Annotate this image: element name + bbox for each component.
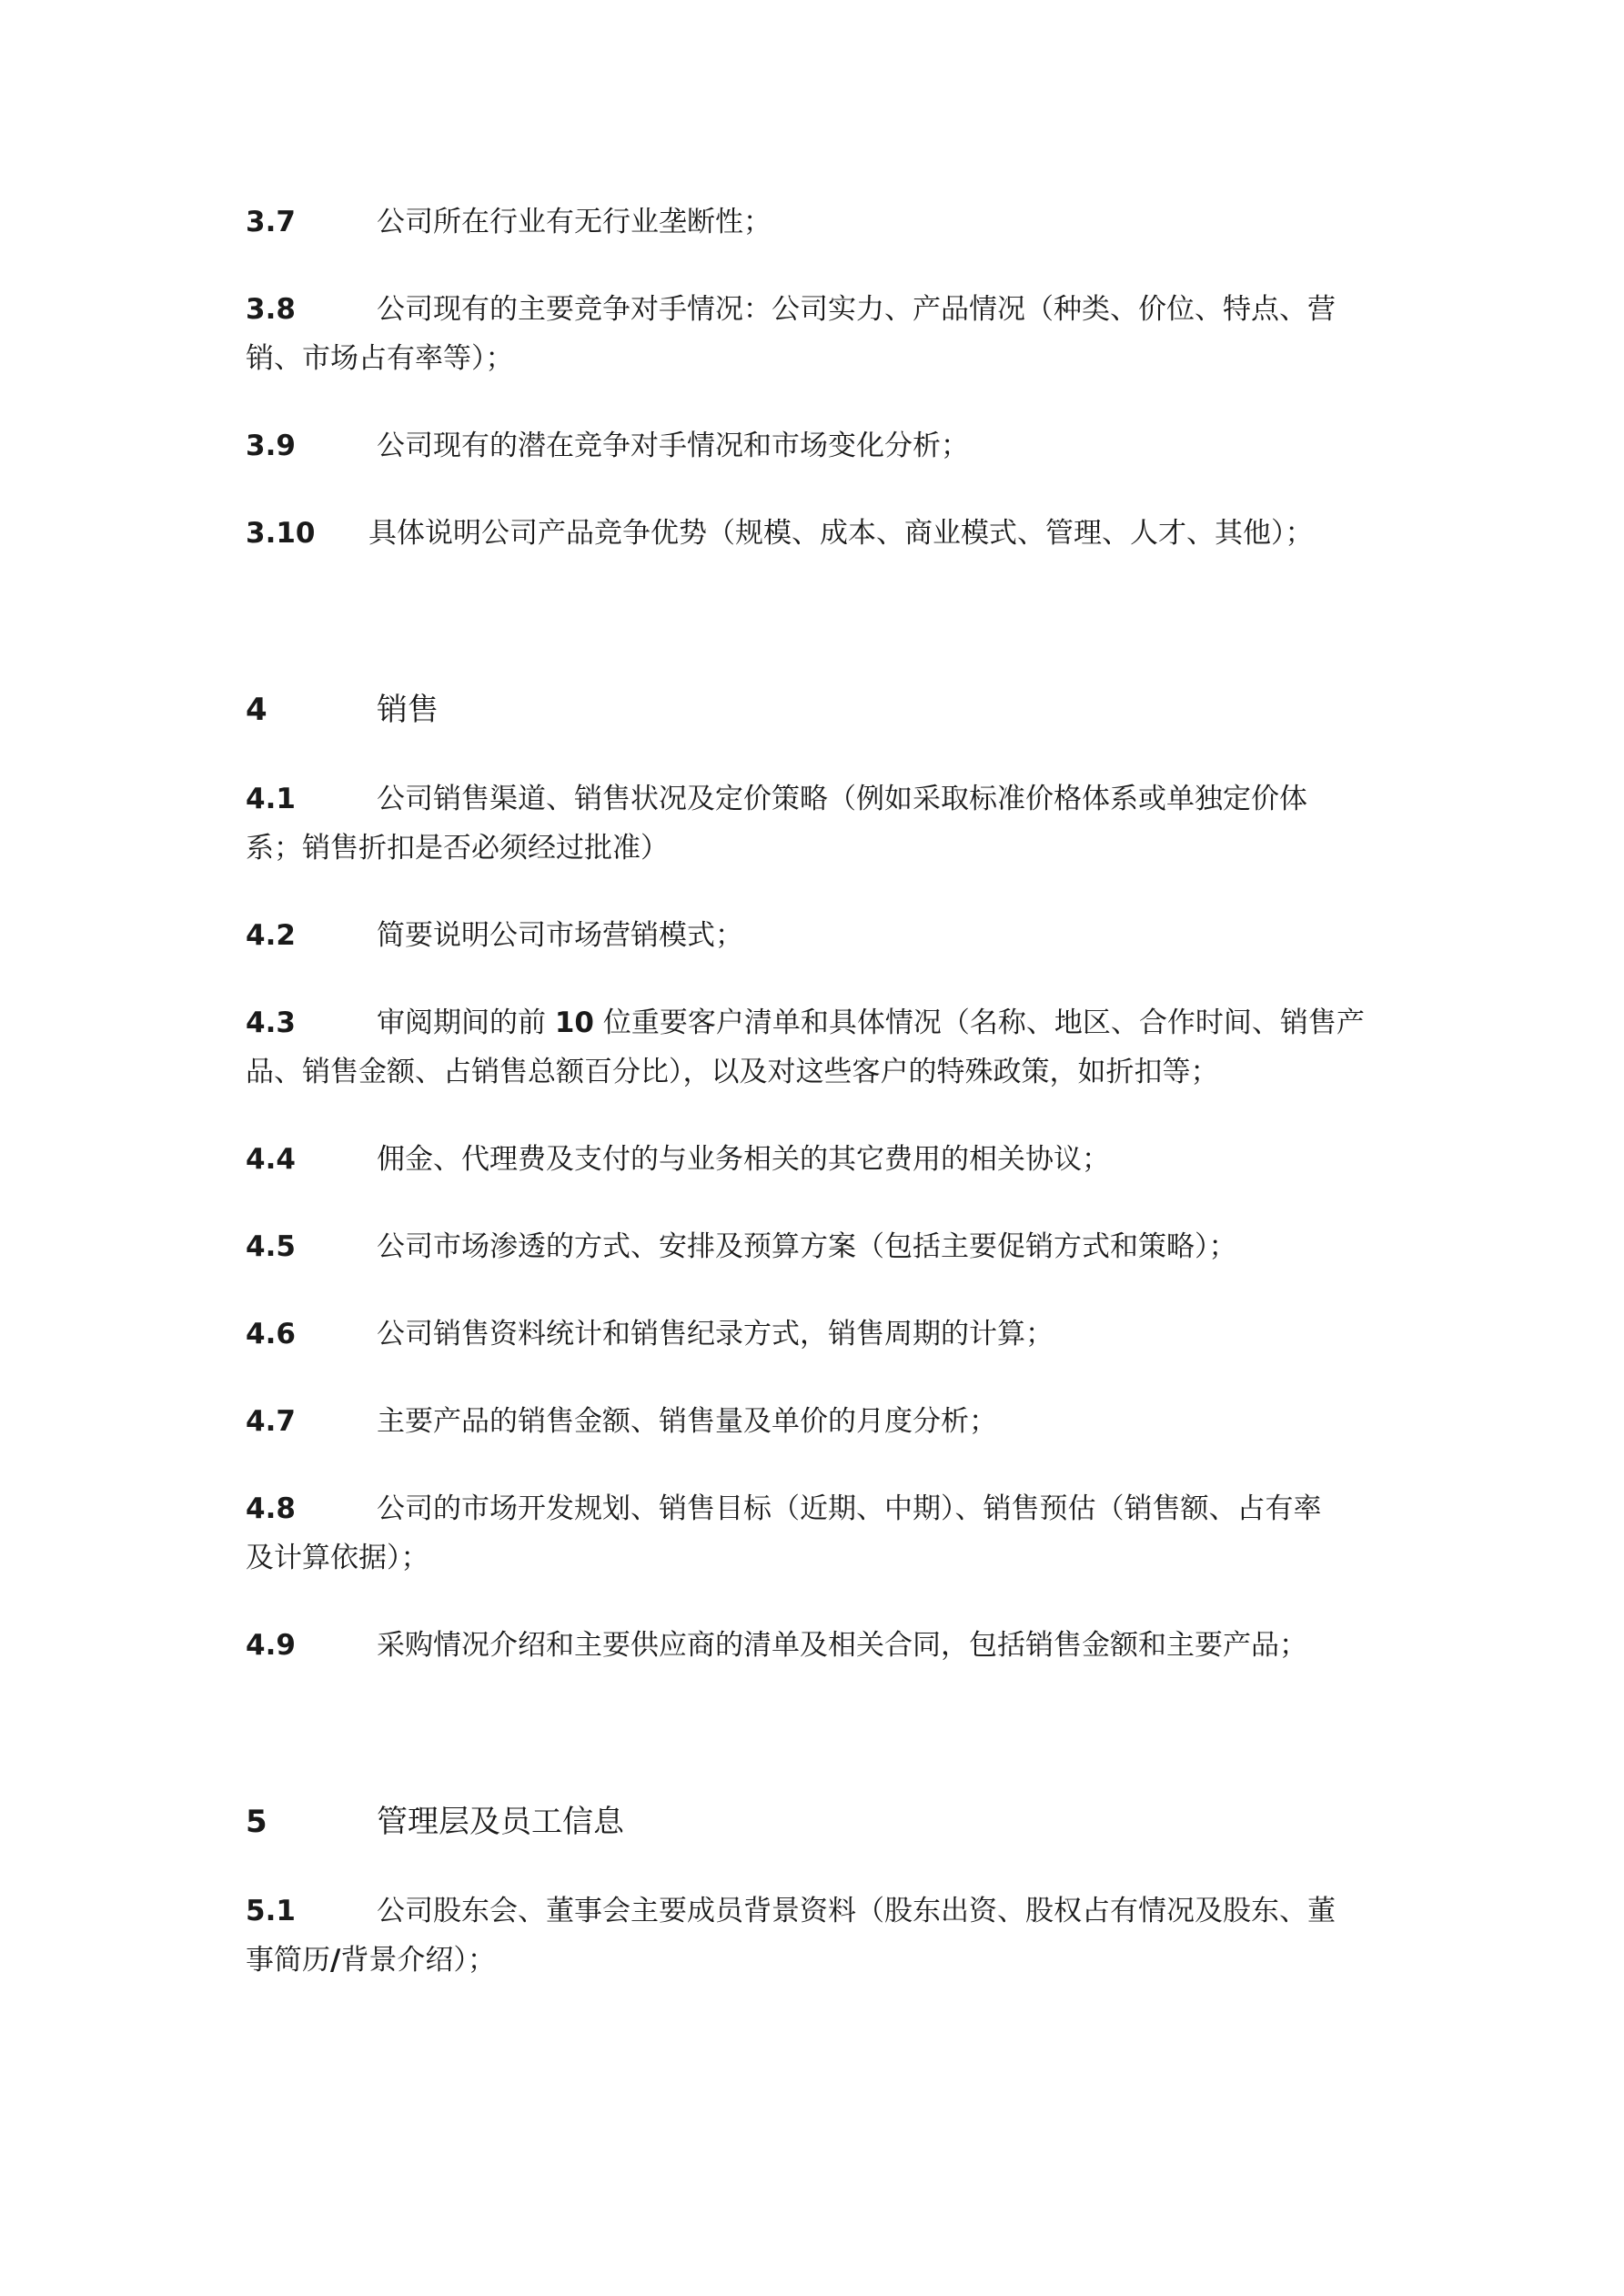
item-number: 5.1	[246, 1895, 296, 1927]
item-number: 3.9	[246, 430, 296, 462]
item-number: 3.8	[246, 293, 296, 326]
item-text: 公司所在行业有无行业垄断性；	[377, 206, 772, 238]
item-text: 公司股东会、董事会主要成员背景资料（股东出资、股权占有情况及股东、董	[377, 1895, 1336, 1927]
item-text: 公司市场渗透的方式、安排及预算方案（包括主要促销方式和策略）；	[377, 1230, 1237, 1263]
item-text	[377, 1005, 1365, 1041]
text-run: 背景介绍）；	[340, 1944, 496, 1977]
item-number: 4.8	[246, 1492, 296, 1525]
item-text: 具体说明公司产品竞争优势（规模、成本、商业模式、管理、人才、其他）；	[368, 517, 1314, 550]
item-text: 佣金、代理费及支付的与业务相关的其它费用的相关协议；	[377, 1143, 1110, 1176]
item-number: 4.7	[246, 1405, 296, 1438]
bold-run: 10	[554, 1006, 594, 1039]
item-text: 公司销售渠道、销售状况及定价策略（例如采取标准价格体系或单独定价体	[377, 783, 1307, 815]
item-number: 4.1	[246, 783, 296, 815]
item-number: 4.4	[246, 1143, 296, 1176]
item-number: 4.5	[246, 1230, 296, 1263]
item-text: 公司的市场开发规划、销售目标（近期、中期）、销售预估（销售额、占有率	[377, 1492, 1322, 1525]
item-number: 4.3	[246, 1006, 296, 1039]
item-text: 简要说明公司市场营销模式；	[377, 919, 743, 952]
item-text-continued: 系；销售折扣是否必须经过批准）	[246, 832, 669, 865]
item-text: 公司销售资料统计和销售纪录方式，销售周期的计算；	[377, 1318, 1054, 1350]
text-run: 审阅期间的前	[377, 1006, 555, 1039]
item-text: 公司现有的主要竞争对手情况：公司实力、产品情况（种类、价位、特点、营	[377, 293, 1336, 326]
item-text-continued: 及计算依据）；	[246, 1542, 429, 1574]
item-number: 4.9	[246, 1629, 296, 1662]
section-number: 4	[246, 692, 267, 728]
section-title: 销售	[377, 692, 439, 728]
section-number: 5	[246, 1804, 267, 1840]
item-text-continued	[246, 1942, 496, 1978]
item-text: 主要产品的销售金额、销售量及单价的月度分析；	[377, 1405, 997, 1438]
item-number: 4.6	[246, 1318, 296, 1350]
bold-run: /	[330, 1944, 341, 1977]
item-text-continued: 销、市场占有率等）；	[246, 342, 514, 375]
section-title: 管理层及员工信息	[377, 1804, 624, 1840]
item-text: 公司现有的潜在竞争对手情况和市场变化分析；	[377, 430, 969, 462]
item-number: 4.2	[246, 919, 296, 952]
item-text-continued: 品、销售金额、占销售总额百分比），以及对这些客户的特殊政策，如折扣等；	[246, 1056, 1219, 1088]
item-text: 采购情况介绍和主要供应商的清单及相关合同，包括销售金额和主要产品；	[377, 1629, 1307, 1662]
item-number: 3.10	[246, 517, 316, 550]
text-run: 事简历	[246, 1944, 330, 1977]
text-run: 位重要客户清单和具体情况（名称、地区、合作时间、销售产	[594, 1006, 1365, 1039]
item-number: 3.7	[246, 206, 296, 238]
